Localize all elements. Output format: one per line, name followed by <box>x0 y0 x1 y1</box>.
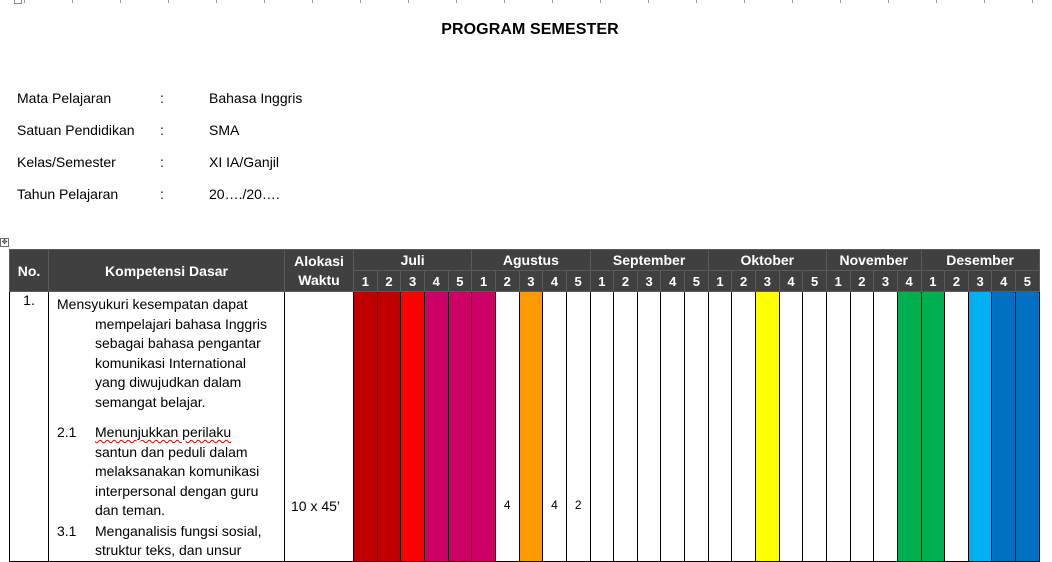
header-week: 3 <box>519 271 543 292</box>
week-cell <box>755 292 779 562</box>
header-no: No. <box>10 250 49 292</box>
info-value: Bahasa Inggris <box>209 90 303 106</box>
info-section <box>17 90 417 218</box>
kd-line: yang diwujudkan dalam <box>95 374 242 390</box>
header-week: 2 <box>945 271 969 292</box>
row-number: 1. <box>10 292 49 562</box>
header-week: 4 <box>661 271 685 292</box>
info-row-subject <box>17 90 417 122</box>
ruler-tick <box>936 0 937 3</box>
header-week: 4 <box>992 271 1016 292</box>
ruler-indent-marker-icon[interactable] <box>14 0 22 4</box>
header-alokasi-waktu <box>285 250 354 292</box>
week-cell <box>779 292 803 562</box>
kd-line: Menganalisis fungsi sosial, <box>95 522 262 539</box>
header-month-agustus: Agustus <box>472 250 590 271</box>
kd-line: santun dan peduli dalam <box>95 443 248 460</box>
ruler-tick <box>216 0 217 3</box>
header-month-desember: Desember <box>921 250 1039 271</box>
kd-sub-3-1 <box>49 522 284 561</box>
info-colon: : <box>160 154 164 170</box>
week-cell <box>543 292 567 562</box>
kd-line: dan teman. <box>95 502 166 518</box>
info-colon: : <box>160 90 164 106</box>
header-week: 3 <box>637 271 661 292</box>
week-cell <box>472 292 496 562</box>
week-cell <box>921 292 945 562</box>
header-week: 2 <box>850 271 874 292</box>
alokasi-waktu-cell <box>285 292 354 562</box>
kd-line: struktur teks, dan unsur <box>95 542 242 558</box>
header-week: 2 <box>732 271 756 292</box>
header-month-november: November <box>826 250 921 271</box>
ruler-tick <box>168 0 169 3</box>
week-cell <box>519 292 543 562</box>
header-week: 1 <box>472 271 496 292</box>
ruler-tick <box>312 0 313 3</box>
header-week: 5 <box>803 271 827 292</box>
header-week: 5 <box>566 271 590 292</box>
header-week: 4 <box>424 271 448 292</box>
ruler-tick <box>408 0 409 3</box>
week-cell <box>874 292 898 562</box>
spellcheck-underline: Menunjukkan perilaku <box>95 424 232 440</box>
kd-line: komunikasi International <box>95 354 246 371</box>
header-week: 3 <box>874 271 898 292</box>
info-value: 20…./20…. <box>209 186 280 202</box>
info-label: Tahun Pelajaran <box>17 186 119 202</box>
ruler <box>0 0 1052 4</box>
kd-code: 3.1 <box>57 522 77 539</box>
week-cell <box>685 292 709 562</box>
header-week: 5 <box>1016 271 1040 292</box>
info-label: Satuan Pendidikan <box>17 122 135 138</box>
week-cell <box>803 292 827 562</box>
week-cell <box>377 292 401 562</box>
kd-line <box>49 423 284 443</box>
header-week: 2 <box>495 271 519 292</box>
ruler-tick <box>72 0 73 3</box>
week-value: 4 <box>551 498 558 512</box>
info-row-class <box>17 154 417 186</box>
kd-sub-text <box>49 522 284 561</box>
kd-line: sebagai bahasa pengantar <box>95 335 261 351</box>
kd-code: 2.1 <box>57 424 77 440</box>
ruler-tick <box>840 0 841 3</box>
ruler-tick <box>792 0 793 3</box>
week-cell <box>850 292 874 562</box>
week-value: 4 <box>503 498 511 512</box>
header-month-juli: Juli <box>354 250 472 271</box>
kd-sub-text <box>49 423 284 521</box>
header-week: 4 <box>543 271 567 292</box>
ruler-tick <box>984 0 985 3</box>
semester-table <box>9 249 1040 562</box>
kd-sub-2-1 <box>49 423 284 521</box>
week-cell <box>661 292 685 562</box>
info-colon: : <box>160 122 164 138</box>
info-label: Kelas/Semester <box>17 154 116 170</box>
ruler-tick <box>1032 0 1033 3</box>
kd-main-text <box>49 292 284 412</box>
page-title: PROGRAM SEMESTER <box>441 21 619 38</box>
week-cell <box>590 292 614 562</box>
week-cell <box>945 292 969 562</box>
week-cell <box>495 292 519 562</box>
week-cell <box>1016 292 1040 562</box>
header-week: 5 <box>685 271 709 292</box>
header-week: 2 <box>377 271 401 292</box>
ruler-tick <box>24 0 25 3</box>
kd-line: melaksanakan komunikasi <box>95 463 260 479</box>
header-week: 5 <box>448 271 472 292</box>
week-cell <box>354 292 378 562</box>
ruler-tick <box>648 0 649 3</box>
week-cell <box>708 292 732 562</box>
ruler-tick <box>600 0 601 3</box>
week-cell <box>992 292 1016 562</box>
kompetensi-dasar-cell <box>49 292 285 562</box>
week-cell <box>566 292 590 562</box>
header-week: 1 <box>826 271 850 292</box>
header-week: 1 <box>921 271 945 292</box>
week-cell <box>897 292 921 562</box>
header-week: 2 <box>614 271 638 292</box>
kd-line: Mensyukuri kesempatan dapat <box>57 296 248 312</box>
ruler-tick <box>696 0 697 3</box>
kd-line: mempelajari bahasa Inggris <box>95 315 267 332</box>
week-cell <box>401 292 425 562</box>
ruler-tick <box>360 0 361 3</box>
header-week: 3 <box>755 271 779 292</box>
week-cell <box>614 292 638 562</box>
week-cell <box>424 292 448 562</box>
week-cell <box>637 292 661 562</box>
week-cell <box>448 292 472 562</box>
header-alokasi-line1: Alokasi <box>294 252 344 269</box>
week-cell <box>732 292 756 562</box>
info-value: SMA <box>209 122 240 138</box>
ruler-tick <box>888 0 889 3</box>
header-kompetensi-dasar: Kompetensi Dasar <box>49 250 285 292</box>
info-row-school <box>17 122 417 154</box>
header-week: 3 <box>968 271 992 292</box>
header-month-oktober: Oktober <box>708 250 826 271</box>
ruler-tick <box>120 0 121 3</box>
info-value: XI IA/Ganjil <box>209 154 280 170</box>
kd-line: interpersonal dengan guru <box>95 482 259 499</box>
info-label: Mata Pelajaran <box>17 90 112 106</box>
kd-content <box>49 292 284 561</box>
ruler-tick <box>744 0 745 3</box>
header-week: 4 <box>779 271 803 292</box>
ruler-tick <box>264 0 265 3</box>
header-week: 3 <box>401 271 425 292</box>
week-cell <box>968 292 992 562</box>
ruler-tick <box>552 0 553 3</box>
kd-line: semangat belajar. <box>95 393 206 410</box>
alokasi-waktu-value: 10 x 45’ <box>291 498 341 514</box>
header-week: 4 <box>897 271 921 292</box>
header-month-september: September <box>590 250 708 271</box>
header-week: 1 <box>708 271 732 292</box>
week-value: 2 <box>574 498 582 512</box>
header-alokasi-line2: Waktu <box>298 271 340 288</box>
week-cell <box>826 292 850 562</box>
table-move-handle-icon[interactable]: ✥ <box>1 239 8 246</box>
header-week: 1 <box>354 271 378 292</box>
info-colon: : <box>160 186 164 202</box>
ruler-tick <box>504 0 505 3</box>
info-row-year <box>17 186 417 218</box>
table-row <box>10 292 1040 562</box>
ruler-tick <box>456 0 457 3</box>
header-week: 1 <box>590 271 614 292</box>
